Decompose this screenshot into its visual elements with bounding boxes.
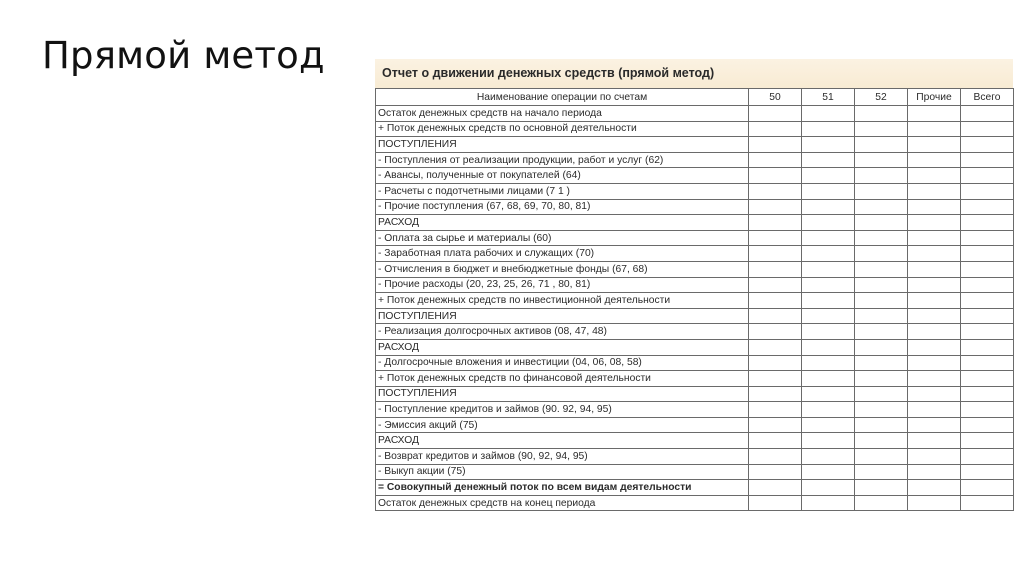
row-label: = Совокупный денежный поток по всем видам деятельности bbox=[376, 480, 749, 496]
cell-other bbox=[908, 277, 961, 293]
cell-51 bbox=[802, 261, 855, 277]
cell-other bbox=[908, 230, 961, 246]
table-row bbox=[376, 417, 1014, 433]
table-row bbox=[376, 402, 1014, 418]
cell-total bbox=[961, 152, 1014, 168]
cell-51 bbox=[802, 371, 855, 387]
cell-total bbox=[961, 371, 1014, 387]
table-row bbox=[376, 261, 1014, 277]
table-row bbox=[376, 277, 1014, 293]
cell-52 bbox=[855, 293, 908, 309]
cell-other bbox=[908, 168, 961, 184]
cell-50 bbox=[749, 339, 802, 355]
cell-52 bbox=[855, 433, 908, 449]
column-header-50: 50 bbox=[749, 89, 802, 106]
cell-50 bbox=[749, 464, 802, 480]
cell-other bbox=[908, 215, 961, 231]
cell-51 bbox=[802, 449, 855, 465]
table-row bbox=[376, 230, 1014, 246]
row-label: - Поступления от реализации продукции, работ и услуг (62) bbox=[376, 152, 749, 168]
cell-50 bbox=[749, 106, 802, 122]
cell-other bbox=[908, 386, 961, 402]
cell-52 bbox=[855, 308, 908, 324]
row-label: Остаток денежных средств на конец периода bbox=[376, 495, 749, 511]
row-label: ПОСТУПЛЕНИЯ bbox=[376, 386, 749, 402]
cell-52 bbox=[855, 324, 908, 340]
row-label: - Поступление кредитов и займов (90. 92, 94, 95) bbox=[376, 402, 749, 418]
cell-51 bbox=[802, 246, 855, 262]
cell-51 bbox=[802, 402, 855, 418]
column-header-51: 51 bbox=[802, 89, 855, 106]
row-label: - Прочие поступления (67, 68, 69, 70, 80, 81) bbox=[376, 199, 749, 215]
table-row bbox=[376, 339, 1014, 355]
cell-other bbox=[908, 371, 961, 387]
row-label: + Поток денежных средств по основной деятельности bbox=[376, 121, 749, 137]
cell-50 bbox=[749, 168, 802, 184]
table-row bbox=[376, 246, 1014, 262]
cell-total bbox=[961, 480, 1014, 496]
cell-52 bbox=[855, 106, 908, 122]
cell-50 bbox=[749, 371, 802, 387]
table-row bbox=[376, 168, 1014, 184]
row-label: РАСХОД bbox=[376, 339, 749, 355]
cell-51 bbox=[802, 137, 855, 153]
cell-total bbox=[961, 495, 1014, 511]
cell-other bbox=[908, 152, 961, 168]
cell-52 bbox=[855, 121, 908, 137]
cell-51 bbox=[802, 324, 855, 340]
row-label: + Поток денежных средств по инвестиционной деятельности bbox=[376, 293, 749, 309]
cell-50 bbox=[749, 355, 802, 371]
table-row bbox=[376, 324, 1014, 340]
cell-other bbox=[908, 449, 961, 465]
cell-51 bbox=[802, 480, 855, 496]
cell-total bbox=[961, 308, 1014, 324]
table-row bbox=[376, 106, 1014, 122]
cell-51 bbox=[802, 293, 855, 309]
table-row bbox=[376, 371, 1014, 387]
table-row bbox=[376, 121, 1014, 137]
cell-other bbox=[908, 121, 961, 137]
cell-51 bbox=[802, 106, 855, 122]
cell-other bbox=[908, 417, 961, 433]
cell-50 bbox=[749, 246, 802, 262]
row-label: - Реализация долгосрочных активов (08, 47, 48) bbox=[376, 324, 749, 340]
cell-total bbox=[961, 293, 1014, 309]
cell-other bbox=[908, 261, 961, 277]
cell-51 bbox=[802, 183, 855, 199]
row-label: ПОСТУПЛЕНИЯ bbox=[376, 137, 749, 153]
cell-other bbox=[908, 293, 961, 309]
row-label: - Прочие расходы (20, 23, 25, 26, 71 , 80, 81) bbox=[376, 277, 749, 293]
cell-other bbox=[908, 339, 961, 355]
cell-total bbox=[961, 106, 1014, 122]
report-title: Отчет о движении денежных средств (прямой метод) bbox=[375, 59, 1013, 88]
row-label: + Поток денежных средств по финансовой деятельности bbox=[376, 371, 749, 387]
cell-51 bbox=[802, 230, 855, 246]
cell-total bbox=[961, 137, 1014, 153]
column-header-operation: Наименование операции по счетам bbox=[376, 89, 749, 106]
cell-52 bbox=[855, 371, 908, 387]
cell-51 bbox=[802, 168, 855, 184]
cell-50 bbox=[749, 449, 802, 465]
cell-50 bbox=[749, 230, 802, 246]
column-header-total: Всего bbox=[961, 89, 1014, 106]
cell-50 bbox=[749, 308, 802, 324]
table-row bbox=[376, 480, 1014, 496]
column-header-52: 52 bbox=[855, 89, 908, 106]
cell-52 bbox=[855, 449, 908, 465]
cell-52 bbox=[855, 355, 908, 371]
cell-52 bbox=[855, 183, 908, 199]
row-label: РАСХОД bbox=[376, 433, 749, 449]
cell-total bbox=[961, 215, 1014, 231]
cell-51 bbox=[802, 215, 855, 231]
cell-other bbox=[908, 183, 961, 199]
slide-title: Прямой метод bbox=[42, 34, 325, 77]
cell-50 bbox=[749, 137, 802, 153]
cell-other bbox=[908, 480, 961, 496]
cell-total bbox=[961, 168, 1014, 184]
table-body bbox=[376, 106, 1014, 511]
cell-50 bbox=[749, 480, 802, 496]
cell-51 bbox=[802, 339, 855, 355]
cell-52 bbox=[855, 168, 908, 184]
table-row bbox=[376, 308, 1014, 324]
cell-50 bbox=[749, 183, 802, 199]
cell-52 bbox=[855, 215, 908, 231]
cell-other bbox=[908, 246, 961, 262]
cell-52 bbox=[855, 495, 908, 511]
cell-other bbox=[908, 402, 961, 418]
cell-total bbox=[961, 230, 1014, 246]
cell-50 bbox=[749, 261, 802, 277]
table-row bbox=[376, 464, 1014, 480]
cell-50 bbox=[749, 215, 802, 231]
cell-total bbox=[961, 433, 1014, 449]
cell-total bbox=[961, 417, 1014, 433]
cell-52 bbox=[855, 402, 908, 418]
cell-50 bbox=[749, 433, 802, 449]
column-header-other: Прочие bbox=[908, 89, 961, 106]
cell-51 bbox=[802, 433, 855, 449]
cell-other bbox=[908, 324, 961, 340]
row-label: - Заработная плата рабочих и служащих (70) bbox=[376, 246, 749, 262]
cell-52 bbox=[855, 230, 908, 246]
cell-50 bbox=[749, 386, 802, 402]
cash-flow-table bbox=[375, 88, 1014, 511]
row-label: - Отчисления в бюджет и внебюджетные фонды (67, 68) bbox=[376, 261, 749, 277]
cell-total bbox=[961, 121, 1014, 137]
cell-52 bbox=[855, 246, 908, 262]
row-label: - Авансы, полученные от покупателей (64) bbox=[376, 168, 749, 184]
cell-51 bbox=[802, 386, 855, 402]
cell-51 bbox=[802, 152, 855, 168]
cell-52 bbox=[855, 261, 908, 277]
cell-52 bbox=[855, 199, 908, 215]
cell-52 bbox=[855, 386, 908, 402]
cell-52 bbox=[855, 417, 908, 433]
cash-flow-report bbox=[375, 59, 1013, 511]
cell-52 bbox=[855, 277, 908, 293]
table-row bbox=[376, 152, 1014, 168]
cell-51 bbox=[802, 308, 855, 324]
cell-total bbox=[961, 386, 1014, 402]
cell-total bbox=[961, 339, 1014, 355]
row-label: Остаток денежных средств на начало периода bbox=[376, 106, 749, 122]
cell-50 bbox=[749, 417, 802, 433]
cell-total bbox=[961, 183, 1014, 199]
row-label: - Возврат кредитов и займов (90, 92, 94, 95) bbox=[376, 449, 749, 465]
cell-total bbox=[961, 246, 1014, 262]
row-label: ПОСТУПЛЕНИЯ bbox=[376, 308, 749, 324]
cell-other bbox=[908, 464, 961, 480]
cell-52 bbox=[855, 480, 908, 496]
cell-52 bbox=[855, 137, 908, 153]
cell-other bbox=[908, 106, 961, 122]
row-label: - Эмиссия акций (75) bbox=[376, 417, 749, 433]
row-label: РАСХОД bbox=[376, 215, 749, 231]
cell-50 bbox=[749, 324, 802, 340]
cell-total bbox=[961, 324, 1014, 340]
cell-50 bbox=[749, 121, 802, 137]
cell-52 bbox=[855, 339, 908, 355]
cell-51 bbox=[802, 495, 855, 511]
cell-other bbox=[908, 433, 961, 449]
cell-other bbox=[908, 355, 961, 371]
cell-51 bbox=[802, 121, 855, 137]
table-row bbox=[376, 137, 1014, 153]
table-row bbox=[376, 449, 1014, 465]
cell-50 bbox=[749, 199, 802, 215]
cell-51 bbox=[802, 464, 855, 480]
table-row bbox=[376, 215, 1014, 231]
cell-other bbox=[908, 308, 961, 324]
table-row bbox=[376, 293, 1014, 309]
table-row bbox=[376, 495, 1014, 511]
cell-51 bbox=[802, 277, 855, 293]
row-label: - Оплата за сырье и материалы (60) bbox=[376, 230, 749, 246]
cell-50 bbox=[749, 152, 802, 168]
table-row bbox=[376, 183, 1014, 199]
cell-total bbox=[961, 277, 1014, 293]
cell-total bbox=[961, 402, 1014, 418]
row-label: - Выкуп акции (75) bbox=[376, 464, 749, 480]
table-row bbox=[376, 355, 1014, 371]
cell-other bbox=[908, 199, 961, 215]
row-label: - Расчеты с подотчетными лицами (7 1 ) bbox=[376, 183, 749, 199]
cell-52 bbox=[855, 464, 908, 480]
cell-50 bbox=[749, 277, 802, 293]
cell-50 bbox=[749, 495, 802, 511]
cell-51 bbox=[802, 417, 855, 433]
cell-51 bbox=[802, 199, 855, 215]
table-row bbox=[376, 433, 1014, 449]
cell-total bbox=[961, 464, 1014, 480]
cell-other bbox=[908, 137, 961, 153]
table-header-row bbox=[376, 89, 1014, 106]
table-row bbox=[376, 386, 1014, 402]
cell-52 bbox=[855, 152, 908, 168]
cell-total bbox=[961, 199, 1014, 215]
row-label: - Долгосрочные вложения и инвестиции (04, 06, 08, 58) bbox=[376, 355, 749, 371]
cell-50 bbox=[749, 402, 802, 418]
cell-51 bbox=[802, 355, 855, 371]
table-row bbox=[376, 199, 1014, 215]
cell-total bbox=[961, 355, 1014, 371]
cell-other bbox=[908, 495, 961, 511]
cell-total bbox=[961, 261, 1014, 277]
cell-total bbox=[961, 449, 1014, 465]
cell-50 bbox=[749, 293, 802, 309]
